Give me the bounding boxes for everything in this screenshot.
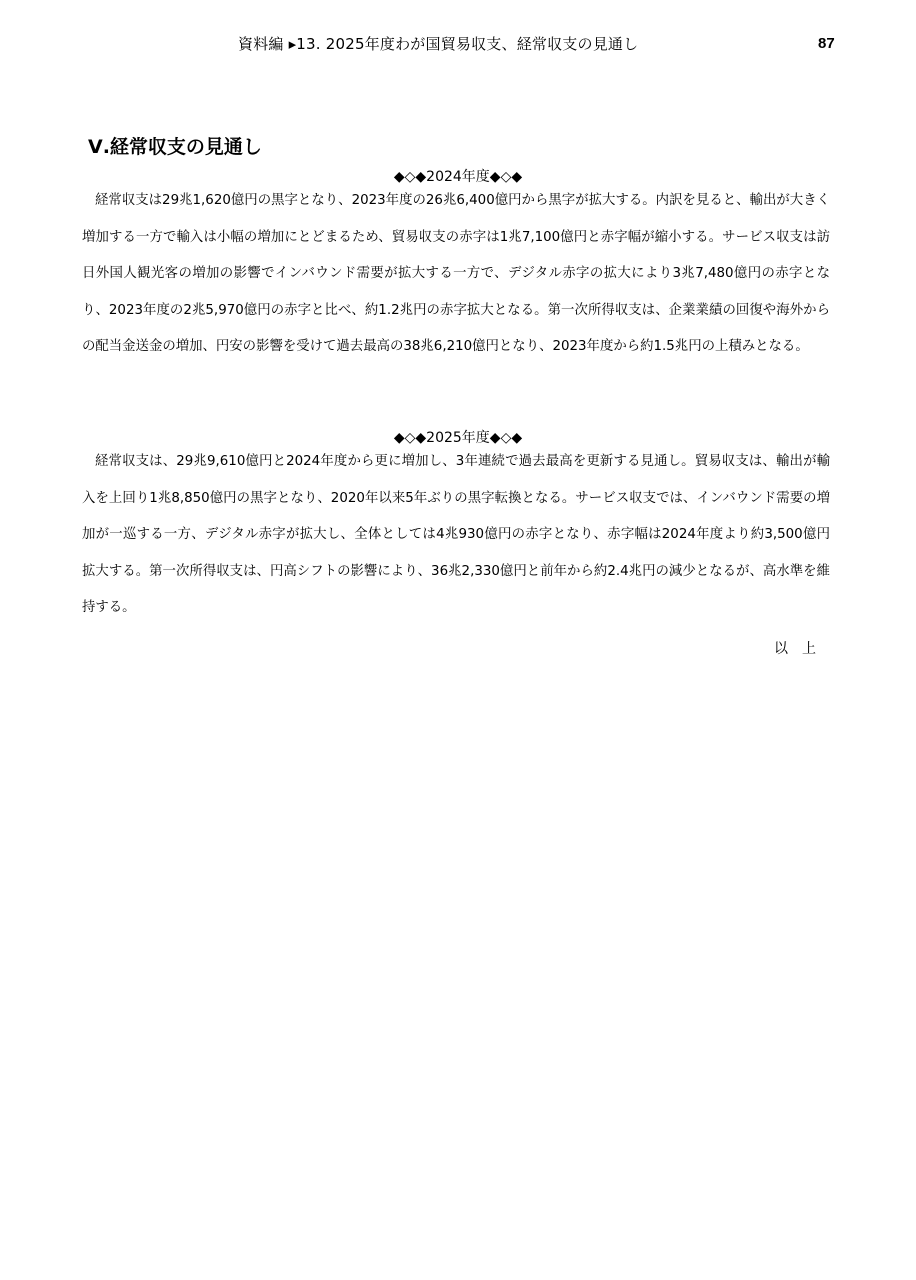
fy2025-heading: ◆◇◆2025年度◆◇◆ — [393, 430, 523, 446]
section-title: Ⅴ.経常収支の見通し — [88, 136, 262, 158]
page-header — [0, 33, 916, 55]
closing-mark: 以上 — [774, 641, 830, 657]
fy2024-heading: ◆◇◆2024年度◆◇◆ — [393, 169, 523, 185]
fy2024-paragraph: 経常収支は29兆1,620億円の黒字となり、2023年度の26兆6,400億円から黒字が拡大する。内訳を見ると、輸出が大きく増加する一方で輸入は小幅の増加にとどまるため、貿易収支の赤字は1兆7,100億円と赤字幅が縮小する。サービス収支は訪日外国人観光客の増加の影響でインバウンド需要が拡大する一方で、デジタル赤字の拡大により3兆7,480億円の赤字となり、2023年度の2兆5,970億円の赤字と比べ、約1.2兆円の赤字拡大となる。第一次所得収支は、企業業績の回復や海外からの配当金送金の増加、円安の影響を受けて過去最高の38兆6,210億円となり、2023年度から約1.5兆円の上積みとなる。 — [82, 193, 830, 355]
fy2025-paragraph: 経常収支は、29兆9,610億円と2024年度から更に増加し、3年連続で過去最高を更新する見通し。貿易収支は、輸出が輸入を上回り1兆8,850億円の黒字となり、2020年以来5年ぶりの黒字転換となる。サービス収支では、インバウンド需要の増加が一巡する一方、デジタル赤字が拡大し、全体としては4兆930億円の赤字となり、赤字幅は2024年度より約3,500億円拡大する。第一次所得収支は、円高シフトの影響により、36兆2,330億円と前年から約2.4兆円の減少となるが、高水準を維持する。 — [82, 454, 830, 616]
header-title: 資料編 ▸13. 2025年度わが国貿易収支、経常収支の見通し — [238, 35, 639, 53]
page-number: 87 — [818, 35, 835, 52]
